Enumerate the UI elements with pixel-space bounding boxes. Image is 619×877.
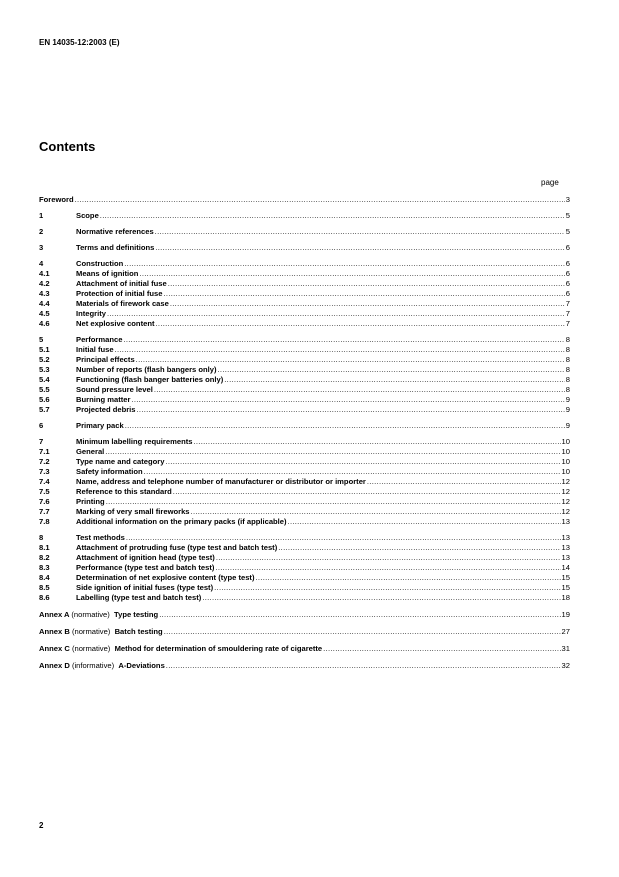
annex-title: Type testing [114, 610, 159, 619]
toc-entry-number: 5.6 [39, 395, 50, 404]
toc-entry-page: 7 [565, 309, 570, 318]
toc-entry-5[interactable] [39, 335, 570, 345]
toc-entry-page: 13 [561, 533, 570, 542]
toc-leader [173, 487, 561, 497]
annex-name: Annex C [39, 644, 70, 653]
toc-entry-7-4[interactable] [39, 477, 570, 487]
toc-leader [100, 211, 565, 221]
toc-entry-6[interactable] [39, 421, 570, 431]
toc-entry-4[interactable] [39, 259, 570, 269]
toc-entry-7[interactable] [39, 437, 570, 447]
toc-entry-number: 5 [39, 335, 44, 344]
toc-entry-page: 15 [561, 573, 570, 582]
toc-leader [170, 299, 565, 309]
toc-entry-3[interactable] [39, 243, 570, 253]
toc-annex-c[interactable] [39, 644, 570, 654]
toc-entry-5-7[interactable] [39, 405, 570, 415]
toc-entry-page: 10 [561, 467, 570, 476]
toc-entry-7-5[interactable] [39, 487, 570, 497]
toc-entry-label: Labelling (type test and batch test) [76, 593, 202, 602]
document-id: EN 14035-12:2003 (E) [39, 38, 120, 47]
toc-entry-label: Integrity [76, 309, 106, 318]
toc-annex-d[interactable] [39, 661, 570, 671]
toc-leader [124, 259, 565, 269]
toc-entry-foreword[interactable] [39, 195, 570, 205]
toc-entry-label: General [76, 447, 105, 456]
toc-entry-number: 4.4 [39, 299, 50, 308]
toc-leader [123, 335, 564, 345]
toc-entry-number: 8 [39, 533, 44, 542]
toc-entry-label: Printing [76, 497, 105, 506]
toc-entry-label: Construction [76, 259, 124, 268]
toc-leader [166, 661, 561, 671]
toc-leader [168, 279, 565, 289]
toc-entry-label: Safety information [76, 467, 143, 476]
toc-entry-4-4[interactable] [39, 299, 570, 309]
toc-entry-label: Sound pressure level [76, 385, 153, 394]
toc-entry-page: 13 [561, 543, 570, 552]
toc-entry-label: Net explosive content [76, 319, 155, 328]
toc-entry-page: 9 [565, 421, 570, 430]
annex-kind: (normative) [71, 627, 111, 636]
toc-entry-page: 10 [561, 437, 570, 446]
toc-entry-7-3[interactable] [39, 467, 570, 477]
toc-entry-label: Functioning (flash banger batteries only) [76, 375, 224, 384]
toc-entry-page: 12 [561, 487, 570, 496]
toc-entry-page: 10 [561, 447, 570, 456]
toc-entry-number: 3 [39, 243, 44, 252]
toc-entry-label: Marking of very small fireworks [76, 507, 190, 516]
annex-name: Annex A [39, 610, 70, 619]
toc-entry-page: 8 [565, 365, 570, 374]
toc-entry-label: Determination of net explosive content (type test) [76, 573, 255, 582]
toc-entry-4-3[interactable] [39, 289, 570, 299]
toc-entry-label: Additional information on the primary packs (if applicable) [76, 517, 287, 526]
toc-entry-page: 13 [561, 517, 570, 526]
toc-entry-label: Materials of firework case [76, 299, 169, 308]
toc-entry-page: 5 [565, 227, 570, 236]
toc-entry-8-5[interactable] [39, 583, 570, 593]
toc-leader [137, 405, 565, 415]
annex-title: Method for determination of smouldering rate of cigarette [114, 644, 323, 653]
toc-leader [155, 227, 565, 237]
toc-entry-label: Scope [76, 211, 99, 220]
toc-entry-page: 8 [565, 335, 570, 344]
toc-leader [156, 319, 565, 329]
toc-entry-number: 7.4 [39, 477, 50, 486]
toc-entry-label: Burning matter [76, 395, 131, 404]
toc-entry-page: 27 [561, 627, 570, 636]
toc-entry-page: 6 [565, 279, 570, 288]
toc-entry-page: 12 [561, 507, 570, 516]
toc-entry-number: 6 [39, 421, 44, 430]
toc-entry-4-5[interactable] [39, 309, 570, 319]
toc-entry-number: 7.2 [39, 457, 50, 466]
toc-leader [144, 467, 561, 477]
toc-entry-number: 7.7 [39, 507, 50, 516]
toc-leader [202, 593, 560, 603]
toc-leader [215, 563, 560, 573]
toc-entry-label: Reference to this standard [76, 487, 172, 496]
annex-kind: (normative) [71, 644, 111, 653]
toc-annex-a[interactable] [39, 610, 570, 620]
toc-entry-label: Principal effects [76, 355, 135, 364]
toc-leader [155, 243, 564, 253]
toc-leader [288, 517, 561, 527]
toc-entry-5-1[interactable] [39, 345, 570, 355]
annex-kind: (normative) [71, 610, 110, 619]
toc-entry-number: 7.6 [39, 497, 50, 506]
toc-entry-number: 8.3 [39, 563, 50, 572]
toc-leader [154, 385, 565, 395]
toc-entry-label: Side ignition of initial fuses (type test) [76, 583, 214, 592]
toc-entry-label: Terms and definitions [76, 243, 155, 252]
page-column-label: page [541, 178, 559, 187]
toc-entry-label: Number of reports (flash bangers only) [76, 365, 217, 374]
toc-entry-2[interactable] [39, 227, 570, 237]
toc-entry-number: 7.1 [39, 447, 50, 456]
toc-entry-page: 7 [565, 299, 570, 308]
toc-entry-page: 32 [561, 661, 570, 670]
toc-entry-page: 8 [565, 385, 570, 394]
toc-entry-4-1[interactable] [39, 269, 570, 279]
toc-entry-number: 1 [39, 211, 44, 220]
toc-leader [224, 375, 565, 385]
toc-entry-4-2[interactable] [39, 279, 570, 289]
toc-entry-number: 4 [39, 259, 44, 268]
toc-leader [115, 345, 565, 355]
toc-leader [126, 533, 561, 543]
toc-leader [193, 437, 560, 447]
toc-entry-label: Type name and category [76, 457, 165, 466]
toc-entry-8-3[interactable] [39, 563, 570, 573]
toc-entry-8-4[interactable] [39, 573, 570, 583]
toc-entry-page: 15 [561, 583, 570, 592]
toc-leader [164, 627, 561, 637]
toc-entry-7-1[interactable] [39, 447, 570, 457]
toc-entry-number: 4.3 [39, 289, 50, 298]
toc-leader [191, 507, 561, 517]
toc-entry-label: Attachment of ignition head (type test) [76, 553, 215, 562]
toc-entry-page: 13 [561, 553, 570, 562]
toc-entry-number: 8.2 [39, 553, 50, 562]
toc-leader [216, 553, 561, 563]
toc-leader [367, 477, 561, 487]
toc-entry-number: 7 [39, 437, 44, 446]
toc-entry-label: Attachment of initial fuse [76, 279, 167, 288]
toc-entry-page: 6 [565, 259, 570, 268]
toc-entry-page: 6 [565, 289, 570, 298]
toc-entry-label: Projected debris [76, 405, 136, 414]
toc-leader [107, 309, 565, 319]
toc-entry-number: 5.3 [39, 365, 50, 374]
toc-entry-1[interactable] [39, 211, 570, 221]
toc-entry-page: 12 [561, 477, 570, 486]
toc-entry-label: Primary pack [76, 421, 124, 430]
toc-entry-7-2[interactable] [39, 457, 570, 467]
annex-label [39, 610, 158, 620]
toc-entry-number: 4.2 [39, 279, 50, 288]
toc-leader [139, 269, 564, 279]
toc-annex-b[interactable] [39, 627, 570, 637]
toc-leader [165, 457, 560, 467]
toc-entry-number: 4.1 [39, 269, 50, 278]
toc-entry-label: Attachment of protruding fuse (type test and batch test) [76, 543, 278, 552]
annex-label [39, 661, 165, 671]
toc-entry-8-2[interactable] [39, 553, 570, 563]
toc-entry-page: 6 [565, 243, 570, 252]
toc-entry-page: 12 [561, 497, 570, 506]
toc-leader [255, 573, 560, 583]
toc-entry-label: Foreword [39, 195, 74, 204]
toc-leader [214, 583, 560, 593]
toc-entry-5-2[interactable] [39, 355, 570, 365]
toc-leader [159, 610, 560, 620]
annex-name: Annex B [39, 627, 70, 636]
toc-leader [323, 644, 560, 654]
toc-entry-label: Means of ignition [76, 269, 139, 278]
toc-entry-page: 8 [565, 345, 570, 354]
table-of-contents [39, 195, 570, 671]
toc-entry-label: Protection of initial fuse [76, 289, 163, 298]
toc-leader [131, 395, 564, 405]
toc-entry-number: 8.4 [39, 573, 50, 582]
toc-entry-number: 5.2 [39, 355, 50, 364]
annex-title: A-Deviations [118, 661, 165, 670]
toc-entry-label: Performance (type test and batch test) [76, 563, 215, 572]
toc-entry-number: 8.5 [39, 583, 50, 592]
toc-entry-page: 19 [561, 610, 570, 619]
toc-entry-number: 8.6 [39, 593, 50, 602]
toc-entry-5-4[interactable] [39, 375, 570, 385]
toc-entry-label: Performance [76, 335, 123, 344]
toc-entry-label: Normative references [76, 227, 154, 236]
toc-entry-number: 7.3 [39, 467, 50, 476]
toc-entry-8-6[interactable] [39, 593, 570, 603]
toc-entry-page: 14 [561, 563, 570, 572]
toc-entry-7-7[interactable] [39, 507, 570, 517]
toc-entry-label: Name, address and telephone number of manufacturer or distributor or importer [76, 477, 366, 486]
toc-entry-4-6[interactable] [39, 319, 570, 329]
toc-entry-page: 6 [565, 269, 570, 278]
toc-leader [75, 195, 565, 205]
annex-kind: (informative) [71, 661, 115, 670]
toc-entry-page: 9 [565, 395, 570, 404]
annex-title: Batch testing [114, 627, 163, 636]
toc-leader [218, 365, 565, 375]
toc-entry-5-5[interactable] [39, 385, 570, 395]
toc-entry-number: 4.6 [39, 319, 50, 328]
toc-entry-number: 7.8 [39, 517, 50, 526]
toc-entry-number: 2 [39, 227, 44, 236]
toc-leader [164, 289, 565, 299]
toc-entry-7-8[interactable] [39, 517, 570, 527]
annex-name: Annex D [39, 661, 70, 670]
annex-label [39, 627, 163, 637]
toc-entry-page: 31 [561, 644, 570, 653]
toc-entry-5-6[interactable] [39, 395, 570, 405]
toc-leader [125, 421, 565, 431]
toc-leader [105, 447, 560, 457]
toc-entry-number: 5.4 [39, 375, 50, 384]
toc-leader [278, 543, 560, 553]
toc-entry-8-1[interactable] [39, 543, 570, 553]
page-number: 2 [39, 821, 44, 830]
toc-entry-7-6[interactable] [39, 497, 570, 507]
toc-entry-number: 5.1 [39, 345, 50, 354]
toc-entry-label: Initial fuse [76, 345, 114, 354]
toc-entry-number: 5.7 [39, 405, 50, 414]
annex-label [39, 644, 322, 654]
toc-leader [136, 355, 565, 365]
toc-entry-page: 9 [565, 405, 570, 414]
toc-entry-8[interactable] [39, 533, 570, 543]
toc-entry-label: Minimum labelling requirements [76, 437, 193, 446]
toc-entry-number: 7.5 [39, 487, 50, 496]
toc-leader [106, 497, 561, 507]
toc-entry-number: 4.5 [39, 309, 50, 318]
toc-entry-page: 18 [561, 593, 570, 602]
toc-entry-page: 10 [561, 457, 570, 466]
toc-entry-page: 5 [565, 211, 570, 220]
toc-entry-page: 7 [565, 319, 570, 328]
toc-entry-page: 8 [565, 355, 570, 364]
contents-title: Contents [39, 139, 96, 154]
toc-entry-5-3[interactable] [39, 365, 570, 375]
toc-entry-number: 8.1 [39, 543, 50, 552]
toc-entry-page: 3 [565, 195, 570, 204]
toc-entry-number: 5.5 [39, 385, 50, 394]
toc-entry-page: 8 [565, 375, 570, 384]
toc-entry-label: Test methods [76, 533, 125, 542]
